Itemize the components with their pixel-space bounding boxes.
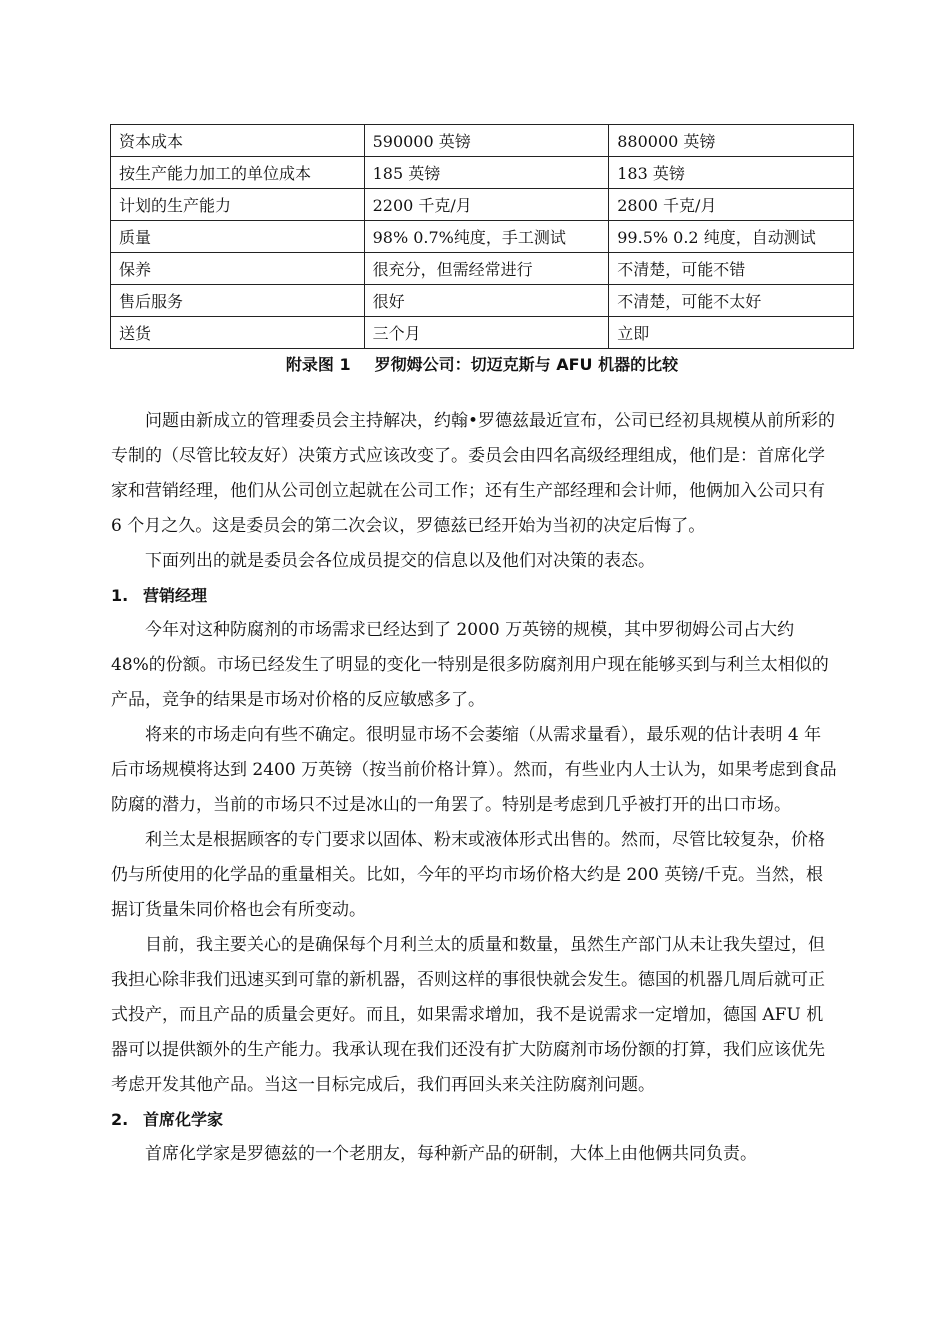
body-text	[111, 404, 837, 1172]
paragraph: 问题由新成立的管理委员会主持解决，约翰•罗德兹最近宣布，公司已经初具规模从前所彩的专制的（尽管比较友好）决策方式应该改变了。委员会由四名高级经理组成，他们是：首席化学家和营销经理，他们从公司创立起就在公司工作；还有生产部经理和会计师，他俩加入公司只有 6 个月之久。这是委员会的第二次会议，罗德兹已经开始为当初的决定后悔了。	[111, 411, 836, 536]
table-cell: 资本成本	[111, 125, 365, 157]
paragraph: 利兰太是根据顾客的专门要求以固体、粉末或液体形式出售的。然而，尽管比较复杂，价格仍与所使用的化学品的重量相关。比如，今年的平均市场价格大约是 200 英镑/千克。当然，根据订货量朱同价格也会有所变动。	[111, 830, 825, 920]
table-cell: 很充分，但需经常进行	[364, 253, 609, 285]
table-cell: 很好	[364, 285, 609, 317]
table-cell: 98% 0.7%纯度，手工测试	[364, 221, 609, 253]
table-row	[111, 317, 854, 349]
table-cell: 三个月	[364, 317, 609, 349]
comparison-table	[110, 124, 854, 349]
section-heading-chief-chemist	[111, 1103, 837, 1137]
table-row	[111, 157, 854, 189]
table-row	[111, 221, 854, 253]
table-cell: 质量	[111, 221, 365, 253]
table-cell: 计划的生产能力	[111, 189, 365, 221]
table-cell: 99.5% 0.2 纯度，自动测试	[609, 221, 854, 253]
caption-label: 附录图 1	[285, 355, 351, 374]
table-cell: 不清楚，可能不错	[609, 253, 854, 285]
section-heading-marketing	[111, 579, 837, 613]
paragraph: 今年对这种防腐剂的市场需求已经达到了 2000 万英镑的规模，其中罗彻姆公司占大约 48%的份额。市场已经发生了明显的变化一特别是很多防腐剂用户现在能够买到与利兰太相似的产品，竞争的结果是市场对价格的反应敏感多了。	[111, 620, 829, 710]
table-cell: 保养	[111, 253, 365, 285]
section-number: 2.	[111, 1110, 129, 1129]
figure-caption	[110, 352, 854, 378]
table-cell: 185 英镑	[364, 157, 609, 189]
section-title: 首席化学家	[143, 1110, 224, 1129]
paragraph: 目前，我主要关心的是确保每个月利兰太的质量和数量，虽然生产部门从未让我失望过，但我担心除非我们迅速买到可靠的新机器，否则这样的事很快就会发生。德国的机器几周后就可正式投产，而且产品的质量会更好。而且，如果需求增加，我不是说需求一定增加，德国 AFU 机器可以提供额外的生产能力。我承认现在我们还没有扩大防腐剂市场份额的打算，我们应该优先考虑开发其他产品。当这一目标完成后，我们再回头来关注防腐剂问题。	[111, 935, 825, 1095]
table-cell: 2800 千克/月	[609, 189, 854, 221]
table-cell: 售后服务	[111, 285, 365, 317]
table-row	[111, 125, 854, 157]
table-cell: 按生产能力加工的单位成本	[111, 157, 365, 189]
table-cell: 590000 英镑	[364, 125, 609, 157]
table-cell: 880000 英镑	[609, 125, 854, 157]
table-cell: 不清楚，可能不太好	[609, 285, 854, 317]
caption-title: 罗彻姆公司：切迈克斯与 AFU 机器的比较	[374, 355, 679, 374]
table-cell: 立即	[609, 317, 854, 349]
table-cell: 送货	[111, 317, 365, 349]
table-row	[111, 285, 854, 317]
table-cell: 2200 千克/月	[364, 189, 609, 221]
paragraph: 首席化学家是罗德兹的一个老朋友，每种新产品的研制，大体上由他俩共同负责。	[145, 1144, 757, 1164]
paragraph: 将来的市场走向有些不确定。很明显市场不会萎缩（从需求量看），最乐观的估计表明 4 年后市场规模将达到 2400 万英镑（按当前价格计算）。然而，有些业内人士认为，如果考虑到食品防腐的潜力，当前的市场只不过是冰山的一角罢了。特别是考虑到几乎被打开的出口市场。	[111, 725, 837, 815]
section-title: 营销经理	[143, 586, 208, 605]
paragraph: 下面列出的就是委员会各位成员提交的信息以及他们对决策的表态。	[145, 551, 655, 571]
table-row	[111, 189, 854, 221]
section-number: 1.	[111, 586, 129, 605]
table-cell: 183 英镑	[609, 157, 854, 189]
table-row	[111, 253, 854, 285]
